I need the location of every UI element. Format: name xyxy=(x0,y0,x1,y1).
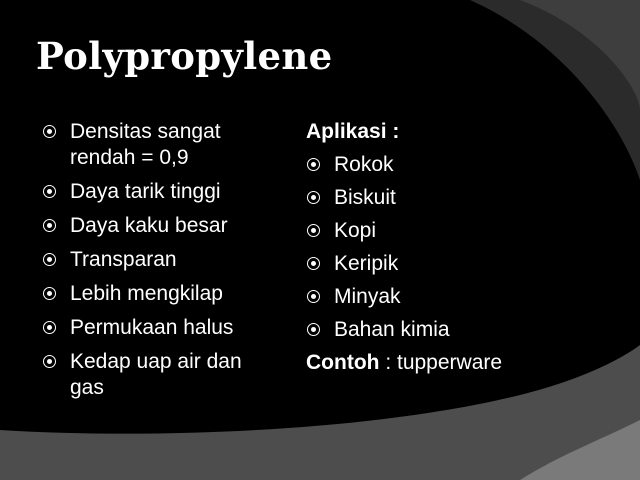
list-item xyxy=(306,284,606,310)
list-item-text: Transparan xyxy=(70,248,177,271)
bullet-icon xyxy=(307,191,320,204)
list-item-text: Permukaan halus xyxy=(70,316,234,339)
bullet-icon xyxy=(43,355,56,368)
list-item xyxy=(42,315,272,341)
bullet-icon xyxy=(43,321,56,334)
list-item xyxy=(42,179,272,205)
bullet-icon xyxy=(307,323,320,336)
bullet-icon xyxy=(307,158,320,171)
bullet-icon xyxy=(307,290,320,303)
list-item-text: Daya kaku besar xyxy=(70,214,228,237)
bullet-icon xyxy=(43,185,56,198)
list-item-text: Rokok xyxy=(334,153,394,176)
applications-column xyxy=(306,119,606,376)
list-item-text: Bahan kimia xyxy=(334,318,450,341)
list-item xyxy=(42,349,272,401)
bullet-icon xyxy=(307,257,320,270)
list-item-text: Densitas sangat rendah = 0,9 xyxy=(70,120,221,169)
list-item-text: Kopi xyxy=(334,219,377,242)
bullet-icon xyxy=(307,224,320,237)
list-item-text: Biskuit xyxy=(334,186,396,209)
slide-title: Polypropylene xyxy=(36,34,333,78)
list-item xyxy=(306,218,606,244)
list-item xyxy=(42,213,272,239)
properties-list xyxy=(42,119,272,409)
list-item xyxy=(42,119,272,171)
bullet-icon xyxy=(43,253,56,266)
list-item-text: Daya tarik tinggi xyxy=(70,180,221,203)
list-item xyxy=(306,152,606,178)
applications-list xyxy=(306,152,606,343)
list-item xyxy=(306,185,606,211)
bullet-icon xyxy=(43,125,56,138)
list-item xyxy=(306,317,606,343)
example-label: Contoh xyxy=(306,351,380,374)
list-item xyxy=(42,281,272,307)
example-line xyxy=(306,350,606,376)
applications-heading: Aplikasi : xyxy=(306,120,400,143)
list-item-text: Keripik xyxy=(334,252,399,275)
list-item xyxy=(306,251,606,277)
bullet-icon xyxy=(43,219,56,232)
list-item-text: Minyak xyxy=(334,285,401,308)
bullet-icon xyxy=(43,287,56,300)
list-item xyxy=(42,247,272,273)
example-value: : tupperware xyxy=(379,351,503,374)
list-item-text: Lebih mengkilap xyxy=(70,282,223,305)
list-item-text: Kedap uap air dan gas xyxy=(70,350,242,399)
